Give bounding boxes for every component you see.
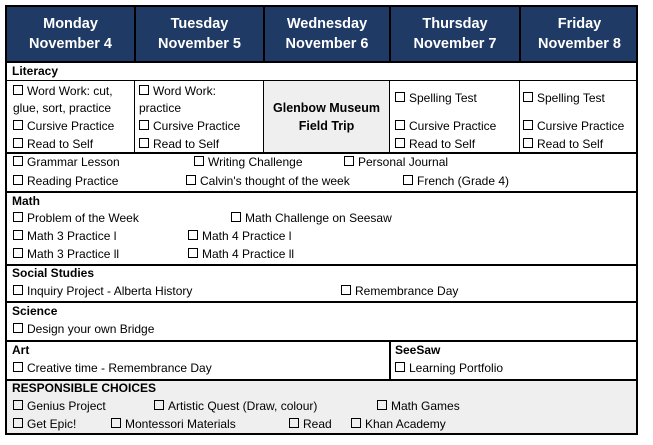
checklist-item[interactable]: Read to Self bbox=[13, 137, 93, 152]
social-studies-title: Social Studies bbox=[12, 266, 95, 280]
science-title: Science bbox=[12, 304, 58, 318]
checklist-item[interactable]: Writing Challenge bbox=[194, 155, 303, 170]
day-date: November 4 bbox=[28, 36, 112, 52]
checkbox[interactable] bbox=[13, 248, 23, 258]
day-name: Friday bbox=[557, 16, 602, 32]
checklist-item-cont: glue, sort, practice bbox=[13, 101, 112, 115]
row-divider bbox=[7, 152, 636, 154]
checklist-item[interactable]: Grammar Lesson bbox=[13, 155, 120, 170]
checklist-item[interactable]: Read to Self bbox=[139, 137, 219, 152]
header-monday bbox=[7, 7, 134, 61]
checkbox[interactable] bbox=[194, 156, 204, 166]
checkbox[interactable] bbox=[395, 138, 405, 148]
field-trip-label: Glenbow Museum Field Trip bbox=[273, 101, 380, 133]
header-wednesday bbox=[265, 7, 389, 61]
checkbox[interactable] bbox=[231, 212, 241, 222]
checkbox[interactable] bbox=[188, 230, 198, 240]
checklist-item[interactable]: Word Work: cut, bbox=[13, 84, 113, 99]
checklist-item[interactable]: French (Grade 4) bbox=[403, 174, 509, 189]
checklist-item[interactable]: Learning Portfolio bbox=[395, 361, 503, 376]
checkbox[interactable] bbox=[13, 120, 23, 130]
checkbox[interactable] bbox=[13, 212, 23, 222]
row-divider bbox=[7, 301, 636, 303]
checklist-item[interactable]: Read to Self bbox=[395, 137, 475, 152]
column-divider bbox=[134, 81, 135, 152]
checklist-item[interactable]: Montessori Materials bbox=[111, 417, 236, 432]
checklist-item[interactable]: Problem of the Week bbox=[13, 211, 139, 226]
checkbox[interactable] bbox=[13, 175, 23, 185]
checkbox[interactable] bbox=[139, 120, 149, 130]
day-name: Tuesday bbox=[170, 16, 229, 32]
checklist-item[interactable]: Creative time - Remembrance Day bbox=[13, 361, 212, 376]
checklist-item[interactable]: Khan Academy bbox=[351, 417, 446, 432]
checklist-item[interactable]: Artistic Quest (Draw, colour) bbox=[154, 399, 317, 414]
day-date: November 6 bbox=[285, 36, 369, 52]
checklist-item[interactable]: Get Epic! bbox=[13, 417, 76, 432]
checkbox[interactable] bbox=[13, 362, 23, 372]
checklist-item[interactable]: Spelling Test bbox=[395, 91, 477, 106]
checkbox[interactable] bbox=[395, 92, 405, 102]
checkbox[interactable] bbox=[395, 120, 405, 130]
checklist-item-cont: practice bbox=[139, 101, 182, 115]
field-trip-cell bbox=[264, 81, 389, 152]
checkbox[interactable] bbox=[13, 323, 23, 333]
checkbox[interactable] bbox=[395, 362, 405, 372]
row-divider bbox=[7, 340, 636, 342]
checkbox[interactable] bbox=[13, 285, 23, 295]
header-friday bbox=[521, 7, 638, 61]
checkbox[interactable] bbox=[186, 175, 196, 185]
day-name: Wednesday bbox=[286, 16, 368, 32]
checkbox[interactable] bbox=[523, 92, 533, 102]
checkbox[interactable] bbox=[13, 138, 23, 148]
column-divider bbox=[519, 81, 520, 152]
column-divider bbox=[389, 81, 390, 152]
checkbox[interactable] bbox=[403, 175, 413, 185]
checklist-item[interactable]: Math Challenge on Seesaw bbox=[231, 211, 392, 226]
checklist-item[interactable]: Cursive Practice bbox=[395, 119, 496, 134]
day-date: November 8 bbox=[537, 36, 621, 52]
day-date: November 7 bbox=[413, 36, 497, 52]
checkbox[interactable] bbox=[13, 85, 23, 95]
math-title: Math bbox=[12, 194, 40, 208]
checkbox[interactable] bbox=[154, 400, 164, 410]
checklist-item[interactable]: Math 3 Practice ll bbox=[13, 247, 119, 262]
header-tuesday bbox=[136, 7, 263, 61]
checkbox[interactable] bbox=[523, 120, 533, 130]
checkbox[interactable] bbox=[111, 418, 121, 428]
checkbox[interactable] bbox=[139, 85, 149, 95]
checkbox[interactable] bbox=[523, 138, 533, 148]
day-name: Monday bbox=[43, 16, 98, 32]
literacy-title: Literacy bbox=[12, 64, 59, 78]
checkbox[interactable] bbox=[377, 400, 387, 410]
days-header bbox=[7, 7, 636, 61]
checklist-item[interactable]: Math 4 Practice ll bbox=[188, 247, 294, 262]
checklist-item[interactable]: Spelling Test bbox=[523, 91, 605, 106]
responsible-choices-title: RESPONSIBLE CHOICES bbox=[12, 381, 157, 395]
header-thursday bbox=[391, 7, 519, 61]
checklist-item[interactable]: Cursive Practice bbox=[523, 119, 624, 134]
checklist-item[interactable]: Design your own Bridge bbox=[13, 322, 154, 337]
row-divider bbox=[7, 61, 636, 63]
checkbox[interactable] bbox=[289, 418, 299, 428]
day-date: November 5 bbox=[157, 36, 241, 52]
checklist-item[interactable]: Math 3 Practice l bbox=[13, 229, 116, 244]
checklist-item[interactable]: Cursive Practice bbox=[139, 119, 240, 134]
checklist-item[interactable]: Math Games bbox=[377, 399, 460, 414]
checkbox[interactable] bbox=[344, 156, 354, 166]
seesaw-title: SeeSaw bbox=[395, 343, 441, 357]
checklist-item[interactable]: Word Work: bbox=[139, 84, 216, 99]
checkbox[interactable] bbox=[13, 230, 23, 240]
row-divider bbox=[7, 264, 636, 266]
day-name: Thursday bbox=[422, 16, 488, 32]
art-title: Art bbox=[12, 343, 30, 357]
checklist-item[interactable]: Read bbox=[289, 417, 332, 432]
checklist-item[interactable]: Reading Practice bbox=[13, 174, 118, 189]
checklist-item[interactable]: Personal Journal bbox=[344, 155, 448, 170]
checkbox[interactable] bbox=[139, 138, 149, 148]
checkbox[interactable] bbox=[13, 400, 23, 410]
checkbox[interactable] bbox=[341, 285, 351, 295]
checklist-item[interactable]: Remembrance Day bbox=[341, 284, 458, 299]
checklist-item[interactable]: Inquiry Project - Alberta History bbox=[13, 284, 192, 299]
checkbox[interactable] bbox=[13, 418, 23, 428]
checklist-item[interactable]: Genius Project bbox=[13, 399, 106, 414]
checkbox[interactable] bbox=[351, 418, 361, 428]
checklist-item[interactable]: Cursive Practice bbox=[13, 119, 114, 134]
checkbox[interactable] bbox=[188, 248, 198, 258]
checklist-item[interactable]: Math 4 Practice l bbox=[188, 229, 291, 244]
checklist-item[interactable]: Calvin's thought of the week bbox=[186, 174, 350, 189]
checkbox[interactable] bbox=[13, 156, 23, 166]
row-divider bbox=[7, 191, 636, 193]
column-divider bbox=[389, 342, 391, 379]
checklist-item[interactable]: Read to Self bbox=[523, 137, 603, 152]
weekly-schedule bbox=[5, 5, 638, 435]
